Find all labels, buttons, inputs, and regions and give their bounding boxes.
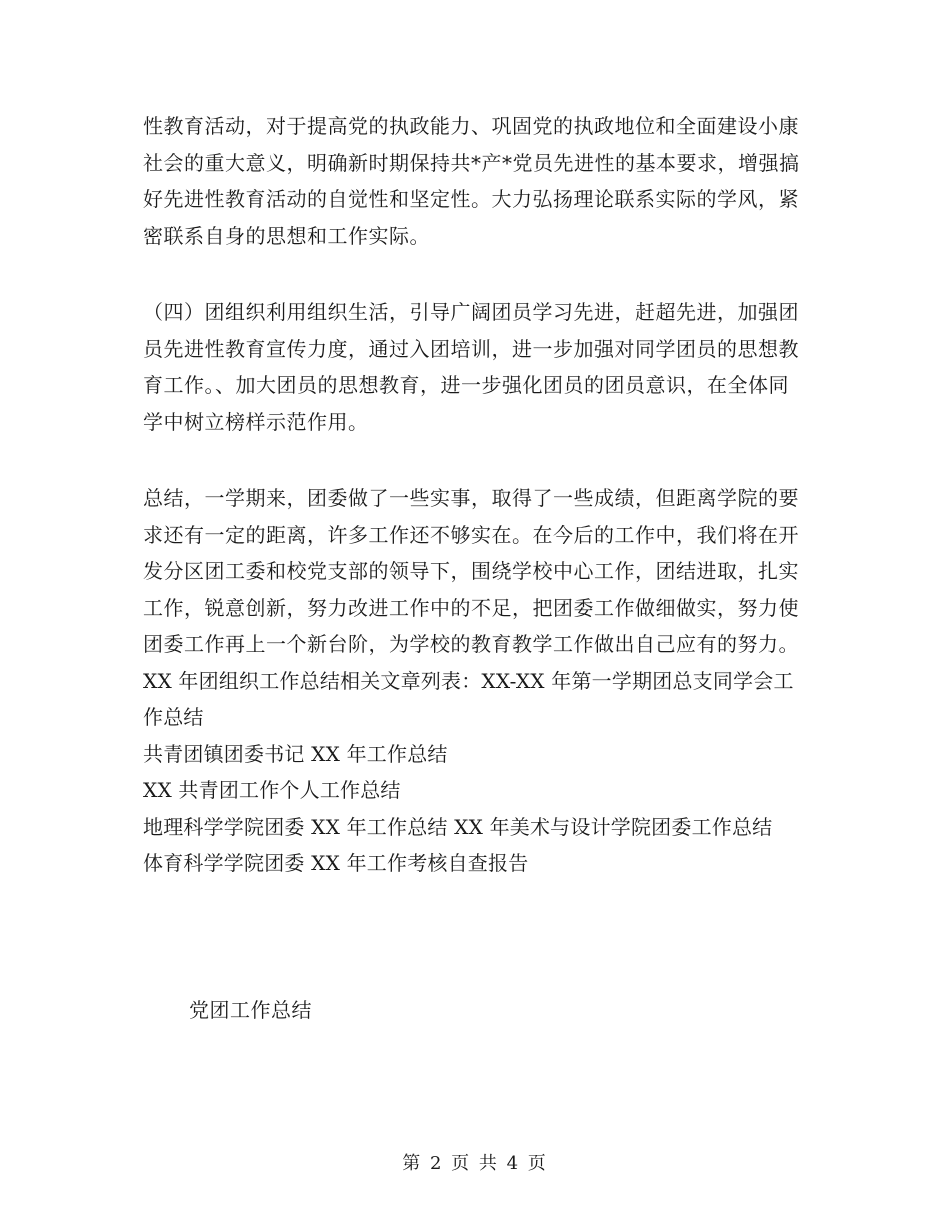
related-article-2: 共青团镇团委书记 XX 年工作总结 xyxy=(143,741,448,766)
paragraph-spacer xyxy=(143,254,803,294)
paragraph-spacer xyxy=(143,440,803,480)
document-body xyxy=(143,108,803,882)
paragraph-3: 总结，一学期来，团委做了一些实事，取得了一些成绩，但距离学院的要求还有一定的距离，许多工作还不够实在。在今后的工作中，我们将在开发分区团工委和校党支部的领导下，围绕学校中心工作，团结进取，扎实工作，锐意创新，努力改进工作中的不足，把团委工作做细做实，努力使团委工作再上一个新台阶，为学校的教育教学工作做出自己应有的努力。 xyxy=(143,486,799,656)
footer-title: 党团工作总结 xyxy=(189,998,312,1022)
related-article-5: 体育科学学院团委 XX 年工作考核自查报告 xyxy=(143,851,529,875)
related-articles-list xyxy=(143,663,803,882)
related-article-4: 地理科学学院团委 XX 年工作总结 XX 年美术与设计学院团委工作总结 xyxy=(143,814,773,839)
page-number: 第 2 页 共 4 页 xyxy=(402,1153,548,1174)
related-article-1: XX 年团组织工作总结相关文章列表：XX-XX 年第一学期团总支同学会工作总结 xyxy=(143,668,794,729)
paragraph-1: 性教育活动，对于提高党的执政能力、巩固党的执政地位和全面建设小康社会的重大意义，明确新时期保持共*产*党员先进性的基本要求，增强搞好先进性教育活动的自觉性和坚定性。大力弘扬理论联系实际的学风，紧密联系自身的思想和工作实际。 xyxy=(143,114,800,248)
related-article-3: XX 共青团工作个人工作总结 xyxy=(143,778,401,802)
paragraph-2: （四）团组织利用组织生活，引导广阔团员学习先进，赶超先进，加强团员先进性教育宣传力度，通过入团培训，进一步加强对同学团员的思想教育工作。、加大团员的思想教育，进一步强化团员的团员意识，在全体同学中树立榜样示范作用。 xyxy=(143,300,799,434)
